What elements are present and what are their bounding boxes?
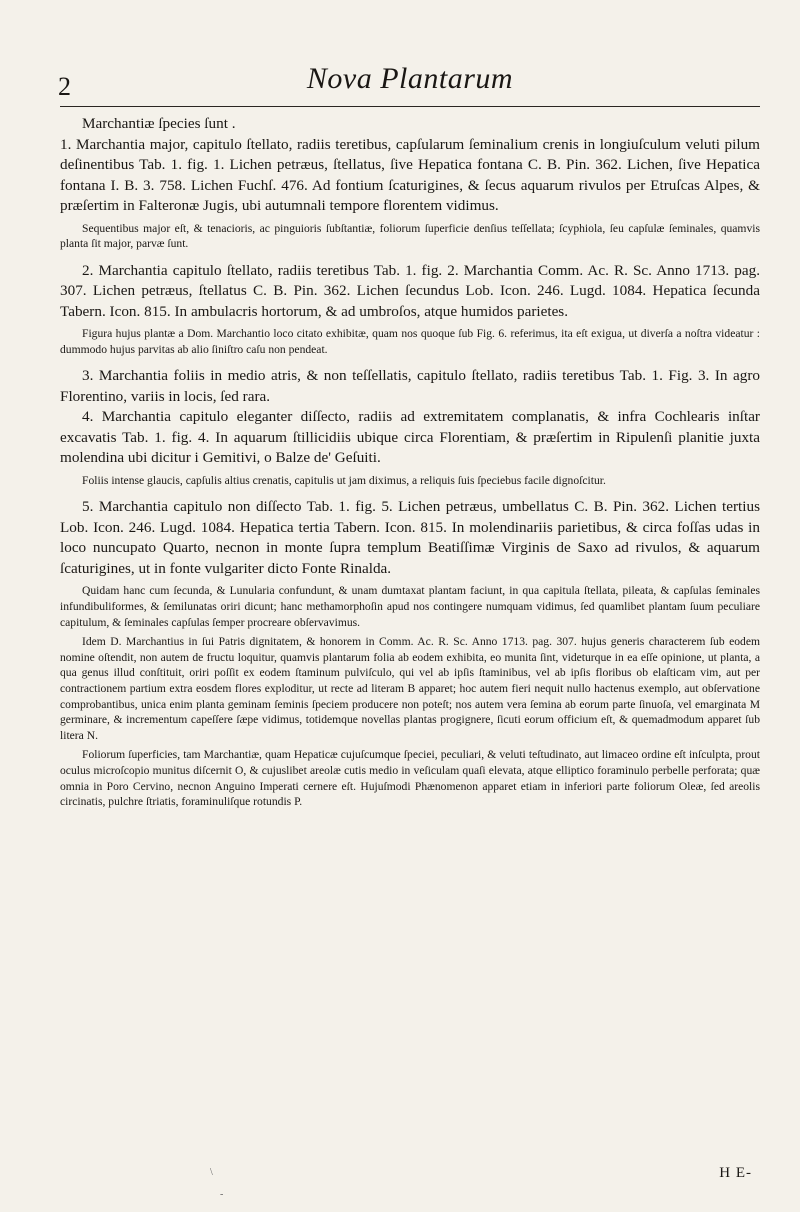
- book-page: [58, 62, 760, 1200]
- header-rule: [60, 106, 760, 107]
- species-1-note: Sequentibus major eſt, & tenacioris, ac pinguioris ſubſtantiæ, foliorum ſuperficie denſius teſſellata; ſcyphiola, ſeu capſulæ ſeminales, quamvis planta ſit major, parvæ ſunt.: [60, 221, 760, 251]
- species-5-note-c: Foliorum ſuperficies, tam Marchantiæ, quam Hepaticæ cujuſcumque ſpeciei, peculiari, & veluti teſtudinato, aut limaceo ordine eſt inſculpta, prout oculus microſcopio munitus diſcernit O, & cujuslibet areolæ cutis medio in veſiculam quaſi elevata, atque elliptico foraminulo perbelle perforata; quæ omnia in Poro Cervino, necnon Anguino Imperati cernere eſt. Hujuſmodi Phænomenon apparet etiam in inferiori parte foliorum Oleæ, ſed areolis circinatis, pulchre ſtriatis, foraminuliſque rotundis P.: [60, 748, 760, 809]
- species-4-paragraph: 4. Marchantia capitulo eleganter diſſecto, radiis ad extremitatem complanatis, & infra Cochlearis inſtar excavatis Tab. 1. fig. 4. In aquarum ſtillicidiis ubique circa Florentiam, & præſertim in Ripulenſi planitie juxta molendina ubi dicitur i Gemitivi, o Balze de' Geſuiti.: [60, 408, 760, 467]
- species-4-note: Foliis intense glaucis, capſulis altius crenatis, capitulis ut jam diximus, a reliquis ſuis ſpeciebus facile dignoſcitur.: [82, 473, 606, 487]
- species-5-note-a: Quidam hanc cum ſecunda, & Lunularia confundunt, & unam dumtaxat plantam faciunt, in qua capitula ſtellata, pileata, & capſulas ſeminales infundibuliformes, & ſemilunatas oriri dicunt; hanc methamorphoſin apud nos contingere numquam vidimus, ſed quamlibet plantam ſuum peculiare capitulum, & ſeminales capſulas ſemper procreare obſervavimus.: [60, 584, 760, 629]
- stray-mark: \: [210, 1167, 213, 1178]
- species-3-paragraph: 3. Marchantia foliis in medio atris, & non teſſellatis, capitulo ſtellato, radiis teretibus Tab. 1. Fig. 3. In agro Florentino, variis in locis, ſed rara.: [60, 367, 760, 405]
- running-title: Nova Plantarum: [306, 62, 514, 95]
- page-body: [60, 114, 760, 810]
- species-5-note-b: Idem D. Marchantius in ſui Patris dignitatem, & honorem in Comm. Ac. R. Sc. Anno 1713. pag. 307. hujus generis characterem ſub eodem nomine oſtendit, non autem de fructu loquitur, quamvis plantarum folia ab eodem exhibita, eo munita ſint, videturque in ea eſſe opinione, ut planta, a qua genus illud conſtituit, oriri poſſit ex eodem ſtaminum pulviſculo, qui vel ab ipſis ſtaminibus, vel ab ipſis floribus ob elaſticam vim, aut per contractionem partium extra eosdem flores exploditur, ut recte ad literam B apparet; hoc autem fieri nequit nullo hactenus exemplo, aut obſervatione comprobantibus, unica enim planta geminam ſeminis ſpeciem producere non poteſt; nos autem vera ſemina ab eorum parte ſinuoſa, vel emarginata M germinare, & incrementum capeſſere ſæpe vidimus, totidemque novellas plantas progignere, ſicuti eorum officium eſt, & quemadmodum apparet ſub litera N.: [60, 635, 760, 742]
- intro-line: Marchantiæ ſpecies ſunt .: [82, 115, 236, 132]
- spacer: [60, 357, 760, 366]
- spacer: [60, 252, 760, 261]
- page-footer: [60, 1158, 760, 1200]
- species-5-paragraph: 5. Marchantia capitulo non diſſecto Tab. 1. fig. 5. Lichen petræus, umbellatus C. B. Pin. 362. Lichen tertius Lob. Icon. 246. Lugd. 1084. Hepatica tertia Tabern. Icon. 815. In molendinariis parietibus, & circa foſſas udas in loco nuncupato Quarto, necnon in monte ſupra templum Beatiſſimæ Virginis de Saxo ad rivulos, & aquarum ſcaturigines, ut in fonte vulgariter dicto Fonte Rinalda.: [60, 498, 760, 577]
- species-1-paragraph: 1. Marchantia major, capitulo ſtellato, radiis teretibus, capſularum ſeminalium crenis in longiuſculum veluti pilum deſinentibus Tab. 1. fig. 1. Lichen petræus, ſtellatus, ſive Hepatica fontana C. B. Pin. 362. Lichen, ſive Hepatica fontana I. B. 3. 758. Lichen Fuchſ. 476. Ad fontium ſcaturigines, & ſecus aquarum rivulos per Etruſcas Alpes, & præſertim in Falteronæ Jugis, ubi autumnali tempore florentem vidimus.: [60, 135, 760, 214]
- spacer: [60, 488, 760, 497]
- species-2-note: Figura hujus plantæ a Dom. Marchantio loco citato exhibitæ, quam nos quoque ſub Fig. 6. referimus, ita eſt exigua, ut diverſa a noſtra videatur : dummodo hujus parvitas ab alio ſiniſtro caſu non pendeat.: [60, 327, 760, 356]
- stray-mark: -: [220, 1189, 224, 1200]
- page-number: 2: [58, 72, 71, 101]
- species-2-paragraph: 2. Marchantia capitulo ſtellato, radiis teretibus Tab. 1. fig. 2. Marchantia Comm. Ac. R. Sc. Anno 1713. pag. 307. Lichen petræus, ſtellatus C. B. Pin. 362. Lichen ſecundus Lob. Icon. 246. Lugd. 1084. Hepatica ſecunda Tabern. Icon. 815. In ambulacris hortorum, & ad umbroſos, atque humidos parietes.: [60, 261, 760, 320]
- catchword: H E-: [719, 1165, 752, 1181]
- page-header: [60, 62, 760, 100]
